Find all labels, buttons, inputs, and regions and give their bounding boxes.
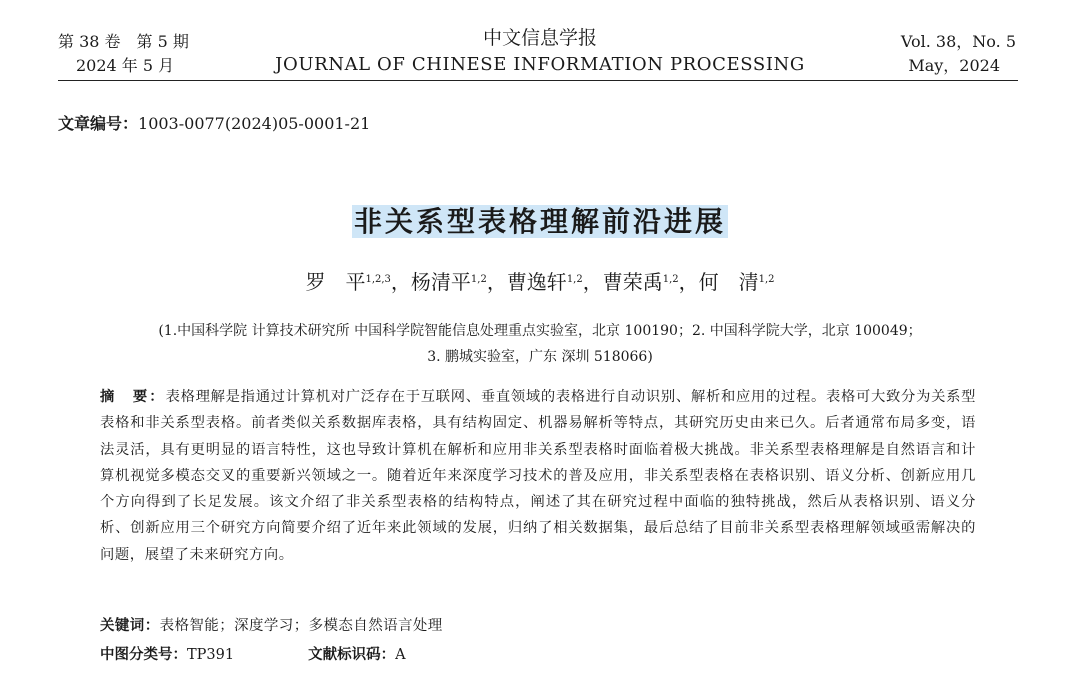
journal-name-cn: 中文信息学报 [482,27,597,49]
header-right [901,30,1016,78]
author-name: 何 清 [698,270,759,294]
author-name: 杨清平 [410,270,471,294]
journal-header [0,0,1080,80]
author-name: 曹荣禹 [602,270,663,294]
article-number [58,112,370,136]
publication-date-cn: 2024 年 5 月 [76,56,175,75]
author-list [0,266,1080,298]
clc-value: TP391 [187,647,235,663]
classification-line [100,643,406,667]
author-separator: ， [486,270,507,294]
author-affiliation-mark: 1,2 [470,274,487,285]
article-number-label: 文章编号： [58,114,139,133]
document-code-value: A [395,647,406,663]
author-name: 曹逸轩 [506,270,567,294]
paper-title [0,202,1080,242]
author-affiliation-mark: 1,2 [662,274,679,285]
affiliation-line: 3. 鹏城实验室，广东 深圳 518066) [427,349,653,365]
abstract-text: 表格理解是指通过计算机对广泛存在于互联网、垂直领域的表格进行自动识别、解析和应用的过程。表格可大致分为关系型表格和非关系型表格。前者类似关系数据库表格，具有结构固定、机器易解析等特点，其研究历史由来已久。后者通常布局多变，语法灵活，具有更明显的语言特性，这也导致计算机在解析和应用非关系型表格时面临着极大挑战。非关系型表格理解是自然语言和计算机视觉多模态交叉的重要新兴领域之一。随着近年来深度学习技术的普及应用，非关系型表格在表格识别、语义分析、创新应用几个方向得到了长足发展。该文介绍了非关系型表格的结构特点，阐述了其在研究过程中面临的独特挑战，然后从表格识别、语义分析、创新应用三个研究方向简要介绍了近年来此领域的发展，归纳了相关数据集，最后总结了目前非关系型表格理解领域亟需解决的问题，展望了未来研究方向。 [100,389,976,563]
journal-name-en: JOURNAL OF CHINESE INFORMATION PROCESSING [275,54,805,75]
keywords [100,614,443,638]
document-code-label: 文献标识码： [308,647,396,663]
volume-issue: 第 38 卷 第 5 期 [58,32,189,51]
author-separator: ， [678,270,699,294]
author-name: 罗 平 [305,270,366,294]
affiliation-line: (1.中国科学院 计算技术研究所 中国科学院智能信息处理重点实验室，北京 100190；2. 中国科学院大学，北京 100049； [158,323,922,339]
abstract-label: 摘 要： [100,389,166,405]
keywords-value: 表格智能；深度学习；多模态自然语言处理 [159,618,443,634]
author-separator: ， [582,270,603,294]
publication-date-en: May，2024 [908,56,1000,75]
keywords-label: 关键词： [100,618,160,634]
volume-issue-en: Vol. 38，No. 5 [900,32,1016,51]
header-rule [58,80,1018,81]
author-separator: ， [390,270,411,294]
author-affiliation-mark: 1,2 [566,274,583,285]
author-affiliation-mark: 1,2,3 [365,274,391,285]
abstract [100,384,976,568]
article-number-value: 1003-0077(2024)05-0001-21 [138,114,371,133]
author-affiliation-mark: 1,2 [758,274,775,285]
clc-label: 中图分类号： [100,647,187,663]
paper-title-text: 非关系型表格理解前沿进展 [353,205,726,238]
affiliations [0,318,1080,370]
